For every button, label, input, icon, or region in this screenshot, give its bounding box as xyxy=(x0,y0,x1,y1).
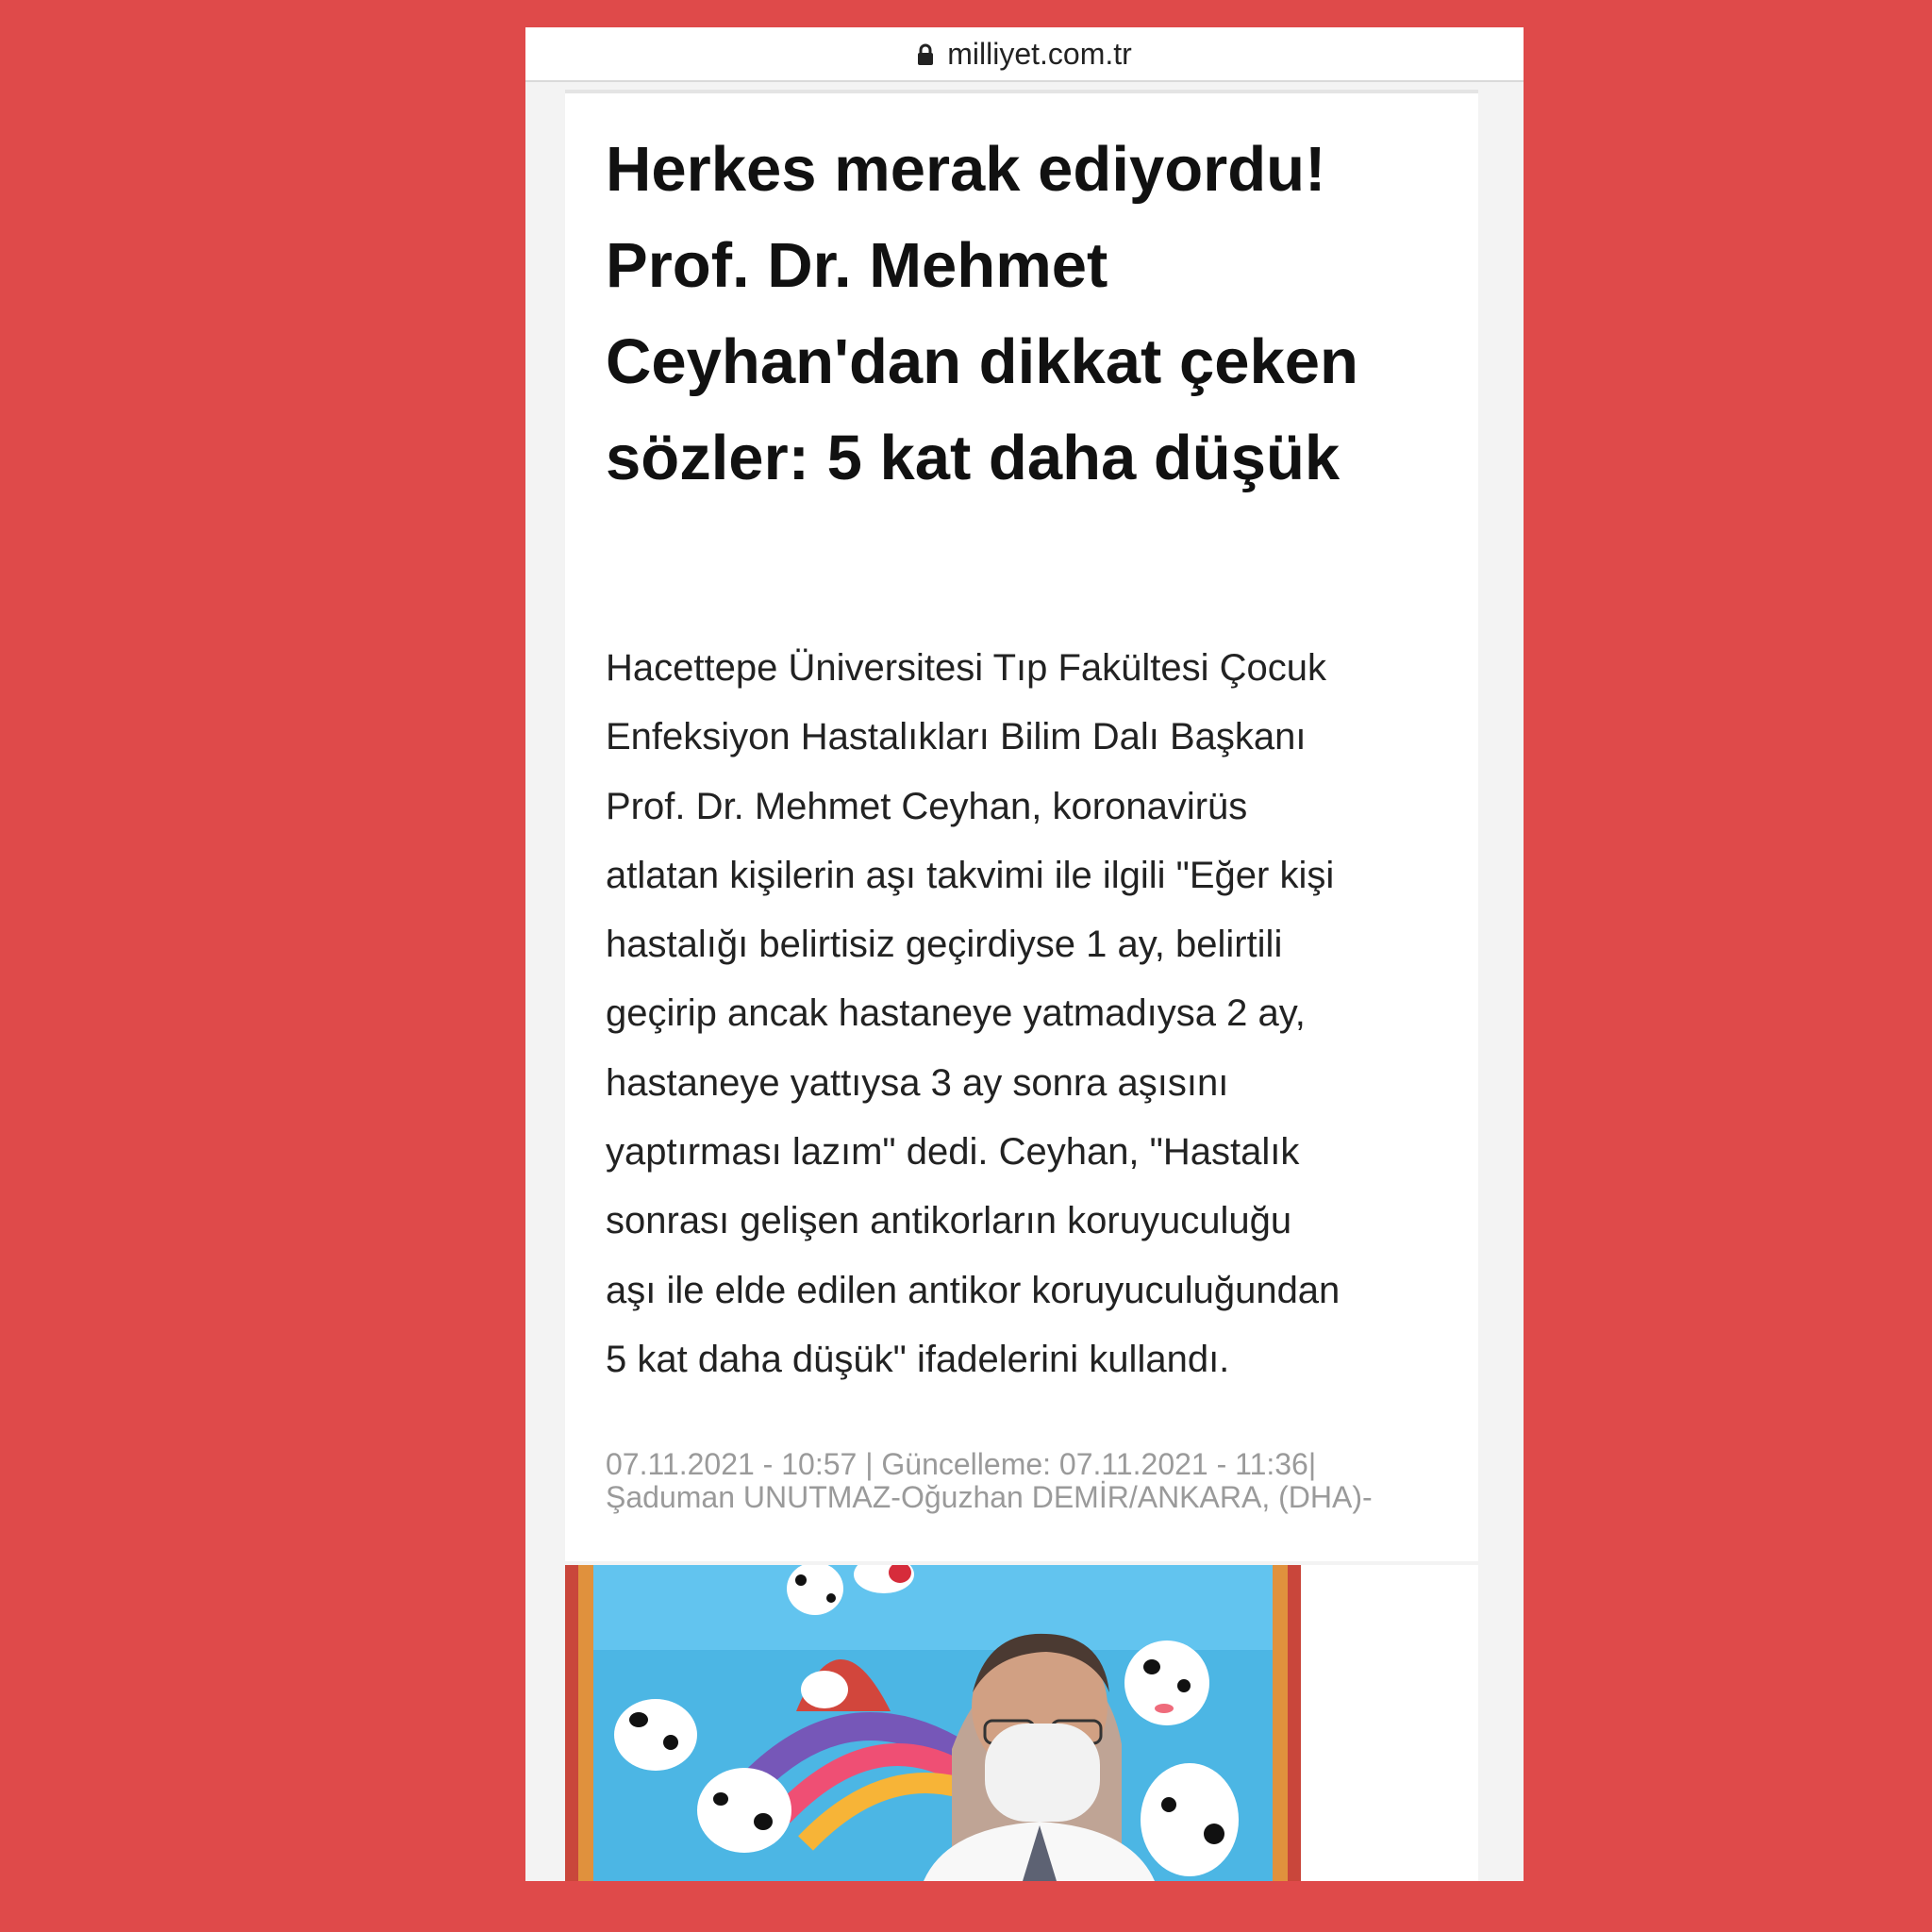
lock-icon xyxy=(917,43,934,66)
article-date-line: 07.11.2021 - 10:57 | Güncelleme: 07.11.2021 - 11:36| xyxy=(606,1447,1317,1481)
url-text[interactable]: milliyet.com.tr xyxy=(947,36,1132,71)
article-headline: Herkes merak ediyordu! Prof. Dr. Mehmet Ceyhan'dan dikkat çeken sözler: 5 kat daha düşük xyxy=(606,134,1358,493)
address-bar-divider xyxy=(525,80,1524,82)
article-card xyxy=(565,90,1478,1561)
article-meta xyxy=(606,1448,1455,1514)
phone-screen xyxy=(525,27,1524,1881)
article-photo[interactable] xyxy=(565,1565,1478,1881)
article-lead: Hacettepe Üniversitesi Tıp Fakültesi Çocuk Enfeksiyon Hastalıkları Bilim Dalı Başkanı Prof. Dr. Mehmet Ceyhan, koronavirüs atlatan kişilerin aşı takvimi ile ilgili "Eğer kişi hastalığı belirtisiz geçirdiyse 1 ay, belirtili geçirip ancak hastaneye yatmadıysa 2 ay, hastaneye yattıysa 3 ay sonra aşısını yaptırması lazım" dedi. Ceyhan, "Hastalık sonrası gelişen antikorların koruyuculuğu aşı ile elde edilen antikor koruyuculuğundan 5 kat daha düşük" ifadelerini kullandı. xyxy=(606,647,1341,1380)
article-byline: Şaduman UNUTMAZ-Oğuzhan DEMİR/ANKARA, (DHA)- xyxy=(606,1480,1373,1514)
browser-address-bar[interactable] xyxy=(525,27,1524,80)
article-photo-illustration xyxy=(565,1565,1478,1881)
